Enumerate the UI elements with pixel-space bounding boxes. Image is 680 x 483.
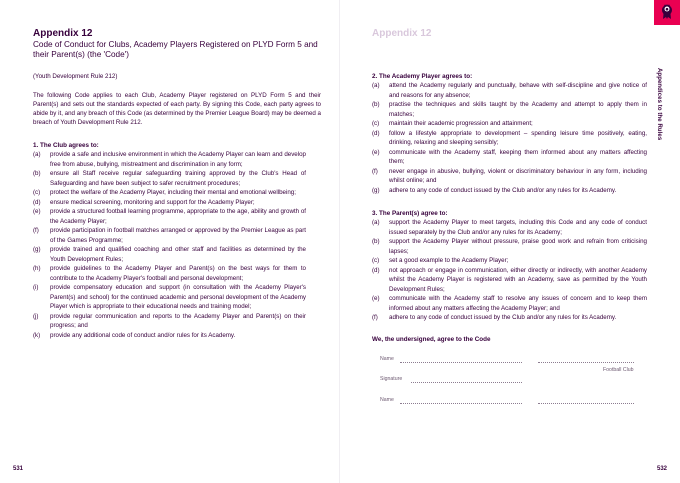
list-item <box>372 100 647 119</box>
appendix-title-running-head: Appendix 12 <box>372 28 432 39</box>
list-item <box>372 313 647 323</box>
list-item <box>372 294 647 313</box>
list-item <box>33 207 306 226</box>
item-label: (d) <box>372 266 380 274</box>
item-label: (e) <box>372 295 380 302</box>
list-item <box>33 150 306 169</box>
section-3-heading: 3. The Parent(s) agree to: <box>372 210 448 217</box>
list-item <box>33 312 306 331</box>
side-section-title: Appendices to the Rules <box>656 68 662 141</box>
football-club-label: Football Club <box>603 367 634 373</box>
list-item <box>33 169 306 188</box>
name-label-2: Name <box>380 397 394 403</box>
list-item <box>372 266 647 295</box>
item-text: provide any additional code of conduct and/or rules for its Academy. <box>50 331 236 339</box>
signatures-heading: We, the undersigned, agree to the Code <box>372 336 491 343</box>
name-field-2[interactable] <box>400 403 522 404</box>
list-item <box>33 283 306 312</box>
item-label: (e) <box>33 208 41 215</box>
item-text: provide regular communication and reports to the Academy Player and Parent(s) on their progress; and <box>50 312 306 329</box>
appendix-subtitle: Code of Conduct for Clubs, Academy Players Registered on PLYD Form 5 and their Parent(s) (the 'Code') <box>33 40 318 59</box>
item-text: provide participation in football matches arranged or approved by the Premier League as part of the Games Programme; <box>50 227 306 244</box>
list-item <box>372 256 647 266</box>
list-item <box>372 237 647 256</box>
list-item <box>33 188 306 198</box>
item-text: set a good example to the Academy Player; <box>389 257 509 264</box>
list-item <box>372 119 647 129</box>
list-item <box>33 226 306 245</box>
appendix-title: Appendix 12 <box>33 28 93 39</box>
list-item <box>372 81 647 100</box>
page-number-right: 532 <box>657 466 668 472</box>
item-label: (h) <box>33 265 41 272</box>
name-field-1[interactable] <box>400 362 522 363</box>
item-text: adhere to any code of conduct issued by the Club and/or any rules for its Academy. <box>389 186 617 194</box>
item-text: ensure medical screening, monitoring and support for the Academy Player; <box>50 198 255 206</box>
list-item <box>372 148 647 167</box>
parent-obligations-list <box>372 218 647 323</box>
rule-reference: (Youth Development Rule 212) <box>33 73 118 80</box>
item-text: communicate with the Academy staff, keeping them informed about any matters affecting them; <box>389 148 647 165</box>
item-text: provide guidelines to the Academy Player and Parent(s) on the best ways for them to contribute to the Academy Player's football and personal development; <box>50 265 306 282</box>
club-obligations-list <box>33 150 306 340</box>
page-number-left: 531 <box>13 466 24 472</box>
section-2-heading: 2. The Academy Player agrees to: <box>372 73 473 80</box>
item-text: provide a structured football learning programme, appropriate to the age, ability and growth of the Academy Player; <box>50 208 306 225</box>
player-obligations-list <box>372 81 647 195</box>
item-label: (a) <box>372 219 380 226</box>
item-label: (f) <box>372 167 378 175</box>
item-text: not approach or engage in communication, either directly or indirectly, with another Academy whilst the Academy Player is registered with an Academy, save as permitted by the Youth Development Rules; <box>389 266 647 293</box>
list-item <box>372 167 647 186</box>
item-text: provide compensatory education and support (in consultation with the Academy Player's Parent(s) and school) for the continued academic and personal development of the Academy Player which is appropriate to their educational needs and training model; <box>50 284 306 310</box>
item-text: provide trained and qualified coaching and other staff and facilities as determined by the Youth Development Rules; <box>50 246 306 263</box>
item-text: never engage in abusive, bullying, violent or discriminatory behaviour in any form, including whilst online; and <box>389 167 647 184</box>
item-label: (a) <box>33 151 41 158</box>
item-label: (d) <box>372 129 380 137</box>
intro-paragraph: The following Code applies to each Club, Academy Player registered on PLYD Form 5 and their Parent(s) and sets out the standards expected of each party. By signing this Code, each party agrees to abide by it, and any breach of this Code (as determined by the Premier League Board) may be deemed a breach of Youth Development Rule 212. <box>33 92 321 126</box>
lion-crest-icon <box>661 4 673 20</box>
right-page <box>340 0 680 483</box>
item-label: (j) <box>33 312 39 320</box>
item-text: support the Academy Player to meet targets, including this Code and any code of conduct issued separately by the Club and/or any rules for its Academy; <box>389 219 647 236</box>
item-text: protect the welfare of the Academy Player, including their mental and emotional wellbeing; <box>50 189 296 196</box>
club-field[interactable] <box>538 362 634 363</box>
name-label-1: Name <box>380 356 394 362</box>
item-label: (g) <box>372 186 380 194</box>
item-label: (f) <box>33 227 39 234</box>
item-label: (c) <box>33 189 41 196</box>
item-text: provide a safe and inclusive environment in which the Academy Player can learn and develop free from abuse, bullying, mistreatment and discrimination in any form; <box>50 151 306 168</box>
item-label: (f) <box>372 314 378 321</box>
item-text: practise the techniques and skills taught by the Academy and attempt to apply them in matches; <box>389 101 647 118</box>
item-text: ensure all Staff receive regular safeguarding training approved by the Club's Head of Safeguarding and have been subject to safer recruitment procedures; <box>50 170 306 187</box>
item-text: adhere to any code of conduct issued by the Club and/or any rules for its Academy. <box>389 314 617 321</box>
section-1-heading: 1. The Club agrees to: <box>33 142 99 149</box>
list-item <box>372 186 647 196</box>
item-text: support the Academy Player without pressure, praise good work and refrain from criticising lapses; <box>389 238 647 255</box>
item-label: (i) <box>33 284 39 291</box>
item-label: (b) <box>372 101 380 108</box>
item-label: (g) <box>33 246 41 253</box>
list-item <box>33 264 306 283</box>
item-label: (d) <box>33 198 41 206</box>
item-label: (e) <box>372 148 380 156</box>
list-item <box>33 331 306 341</box>
item-text: attend the Academy regularly and punctually, behave with self-discipline and give notice of and reasons for any absence; <box>389 82 647 99</box>
list-item <box>372 129 647 148</box>
name-field-3[interactable] <box>538 403 634 404</box>
list-item <box>33 245 306 264</box>
list-item <box>33 198 306 208</box>
brand-tab <box>654 0 680 25</box>
item-text: maintain their academic progression and attainment; <box>389 120 533 127</box>
item-label: (k) <box>33 331 41 339</box>
item-text: follow a lifestyle appropriate to development – spending leisure time positively, eating, drinking, relaxing and sleeping sensibly; <box>389 129 647 146</box>
item-label: (b) <box>372 238 380 245</box>
list-item <box>372 218 647 237</box>
item-label: (a) <box>372 82 380 89</box>
item-label: (b) <box>33 170 41 177</box>
item-label: (c) <box>372 120 380 127</box>
item-text: communicate with the Academy staff to resolve any issues of concern and to keep them informed about any matters affecting the Academy Player; and <box>389 295 647 312</box>
item-label: (c) <box>372 257 380 264</box>
signature-label: Signature <box>380 376 403 382</box>
signature-field[interactable] <box>411 382 522 383</box>
